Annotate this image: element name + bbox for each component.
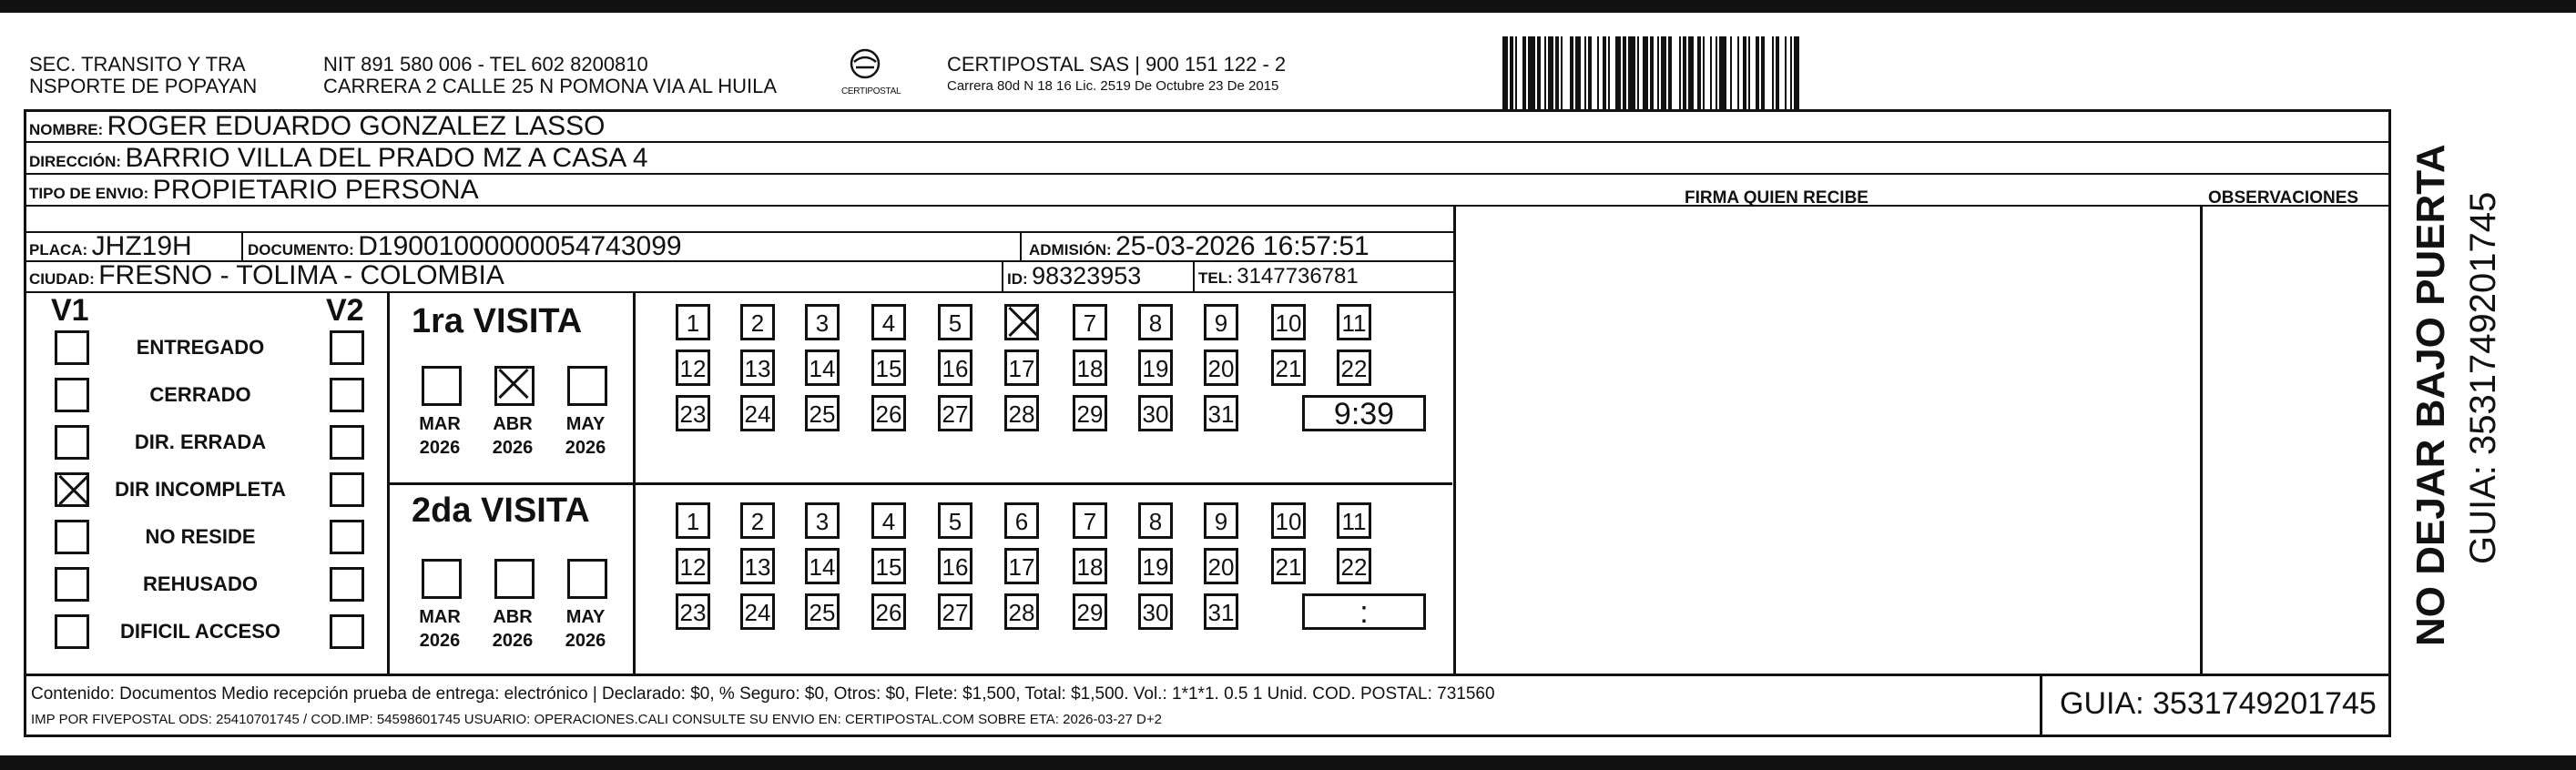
id-label: ID: <box>1007 270 1028 288</box>
day-cell[interactable]: 22 <box>1337 548 1371 584</box>
direccion-label: DIRECCIÓN: <box>29 153 122 170</box>
placa-field <box>29 231 192 262</box>
tel-field <box>1198 264 1359 289</box>
status-v1-checkbox[interactable] <box>55 472 89 507</box>
day-cell[interactable]: 28 <box>1004 395 1039 431</box>
id-value: 98323953 <box>1032 262 1142 289</box>
day-cell[interactable]: 13 <box>740 548 775 584</box>
observaciones-header: OBSERVACIONES <box>2208 188 2359 208</box>
placa-label: PLACA: <box>29 241 88 258</box>
month-year: 2026 <box>492 438 534 458</box>
day-cell[interactable]: 19 <box>1138 350 1173 386</box>
day-cell[interactable]: 10 <box>1271 304 1306 340</box>
day-cell[interactable]: 5 <box>938 304 972 340</box>
day-cell[interactable]: 24 <box>740 593 775 630</box>
contenido-text: Contenido: Documentos Medio recepción prueba de entrega: electrónico | Declarado: $0, % Seguro: $0, Otros: $0, Flete: $1,500, Total: $1,500. Vol.: 1*1*1. 0.5 1 Unid. COD. POSTAL: 731560 <box>31 684 1495 704</box>
certipostal-logo <box>820 46 911 102</box>
day-cell[interactable]: 20 <box>1204 548 1238 584</box>
status-v1-checkbox[interactable] <box>55 378 89 412</box>
tipo-label: TIPO DE ENVIO: <box>29 185 149 202</box>
day-cell[interactable]: 22 <box>1337 350 1371 386</box>
imp-text: IMP POR FIVEPOSTAL ODS: 25410701745 / COD.IMP: 54598601745 USUARIO: OPERACIONES.CALI CONSULTE SU ENVIO EN: CERTIPOSTAL.COM SOBRE ETA: 2026-03-27 D+2 <box>31 712 1162 727</box>
day-cell[interactable]: 25 <box>805 395 840 431</box>
admision-value: 25-03-2026 16:57:51 <box>1115 231 1369 261</box>
status-v2-checkbox[interactable] <box>330 520 364 554</box>
status-option-label: ENTREGADO <box>136 336 265 359</box>
status-v1-checkbox[interactable] <box>55 567 89 602</box>
documento-value: D19001000000054743099 <box>358 231 682 261</box>
day-cell[interactable]: 11 <box>1337 502 1371 539</box>
documento-field <box>248 231 682 262</box>
v2-header: V2 <box>326 293 364 328</box>
day-cell[interactable]: 31 <box>1204 593 1238 630</box>
nombre-label: NOMBRE: <box>29 121 104 138</box>
visit1-title: 1ra VISITA <box>412 302 583 340</box>
status-option-label: NO RESIDE <box>145 525 256 548</box>
day-cell[interactable]: 12 <box>676 548 710 584</box>
status-v2-checkbox[interactable] <box>330 472 364 507</box>
barcode <box>1502 36 2222 109</box>
day-cell[interactable]: 15 <box>871 350 906 386</box>
courier-name: CERTIPOSTAL SAS | 900 151 122 - 2 <box>947 53 1287 76</box>
day-cell[interactable]: 29 <box>1073 395 1107 431</box>
day-cell[interactable]: 30 <box>1138 593 1173 630</box>
issuer-line-2: NSPORTE DE POPAYAN <box>29 75 258 97</box>
footer-guia: GUIA: 3531749201745 <box>2060 686 2377 721</box>
courier-license: Carrera 80d N 18 16 Lic. 2519 De Octubre 23 De 2015 <box>947 78 1279 94</box>
documento-label: DOCUMENTO: <box>248 241 354 258</box>
address-line: CARRERA 2 CALLE 25 N POMONA VIA AL HUILA <box>323 75 778 97</box>
firma-header: FIRMA QUIEN RECIBE <box>1685 188 1868 208</box>
status-option-label: CERRADO <box>149 383 251 406</box>
visit2-title: 2da VISITA <box>412 491 590 530</box>
issuer-line-1: SEC. TRANSITO Y TRA <box>29 53 246 76</box>
month-label: MAY <box>565 414 606 434</box>
admision-field <box>1029 231 1369 262</box>
day-cell[interactable]: 19 <box>1138 548 1173 584</box>
day-cell[interactable]: 4 <box>871 502 906 539</box>
status-v1-checkbox[interactable] <box>55 614 89 649</box>
day-cell[interactable]: 9 <box>1204 502 1238 539</box>
day-cell[interactable]: 31 <box>1204 395 1238 431</box>
day-cell[interactable]: 18 <box>1073 548 1107 584</box>
month-checkbox[interactable] <box>567 559 607 599</box>
day-cell[interactable]: 30 <box>1138 395 1173 431</box>
day-cell[interactable]: 9 <box>1204 304 1238 340</box>
month-label: ABR <box>493 607 533 627</box>
day-cell[interactable]: 6 <box>1004 502 1039 539</box>
status-v2-checkbox[interactable] <box>330 378 364 412</box>
day-cell[interactable]: 12 <box>676 350 710 386</box>
time-box[interactable]: 9:39 <box>1302 395 1426 431</box>
ciudad-label: CIUDAD: <box>29 270 95 288</box>
day-cell[interactable]: 16 <box>938 350 972 386</box>
tel-value: 3147736781 <box>1237 264 1359 289</box>
month-year: 2026 <box>492 631 534 651</box>
placa-value: JHZ19H <box>91 231 192 261</box>
nit-line: NIT 891 580 006 - TEL 602 8200810 <box>323 53 648 76</box>
day-cell[interactable]: 1 <box>676 502 710 539</box>
tel-label: TEL: <box>1198 269 1233 287</box>
status-v2-checkbox[interactable] <box>330 425 364 460</box>
month-checkbox[interactable] <box>422 559 462 599</box>
day-cell[interactable]: 8 <box>1138 502 1173 539</box>
day-cell[interactable]: 3 <box>805 502 840 539</box>
day-cell[interactable]: 10 <box>1271 502 1306 539</box>
nombre-value: ROGER EDUARDO GONZALEZ LASSO <box>107 111 606 141</box>
day-cell[interactable]: 13 <box>740 350 775 386</box>
nombre-row <box>29 111 605 142</box>
v1-header: V1 <box>51 293 89 328</box>
day-cell[interactable]: 1 <box>676 304 710 340</box>
day-cell[interactable]: 14 <box>805 548 840 584</box>
day-cell[interactable]: 23 <box>676 395 710 431</box>
day-cell[interactable]: 21 <box>1271 350 1306 386</box>
time-box[interactable]: : <box>1302 593 1426 630</box>
status-v1-checkbox[interactable] <box>55 330 89 365</box>
month-label: ABR <box>493 414 533 434</box>
day-cell[interactable]: 24 <box>740 395 775 431</box>
status-option-label: DIFICIL ACCESO <box>119 620 280 643</box>
day-cell[interactable]: 8 <box>1138 304 1173 340</box>
month-checkbox[interactable] <box>494 366 535 406</box>
month-year: 2026 <box>419 631 461 651</box>
day-cell[interactable]: 23 <box>676 593 710 630</box>
day-cell[interactable]: 2 <box>740 502 775 539</box>
day-cell[interactable]: 26 <box>871 593 906 630</box>
day-cell[interactable]: 29 <box>1073 593 1107 630</box>
status-v1-checkbox[interactable] <box>55 520 89 554</box>
month-year: 2026 <box>565 438 606 458</box>
ciudad-value: FRESNO - TOLIMA - COLOMBIA <box>98 260 504 290</box>
day-cell[interactable]: 15 <box>871 548 906 584</box>
month-year: 2026 <box>419 438 461 458</box>
day-cell[interactable]: 20 <box>1204 350 1238 386</box>
day-cell[interactable]: 4 <box>871 304 906 340</box>
logo-text: CERTIPOSTAL <box>841 86 901 96</box>
status-v2-checkbox[interactable] <box>330 330 364 365</box>
day-cell[interactable]: 14 <box>805 350 840 386</box>
id-field <box>1007 262 1141 290</box>
top-border <box>0 0 2576 13</box>
side-guia: GUIA: 3531749201745 <box>2463 191 2503 564</box>
month-label: MAR <box>419 607 461 627</box>
day-cell[interactable]: 7 <box>1073 304 1107 340</box>
day-cell[interactable]: 27 <box>938 395 972 431</box>
month-checkbox[interactable] <box>422 366 462 406</box>
direccion-value: BARRIO VILLA DEL PRADO MZ A CASA 4 <box>125 143 648 173</box>
month-checkbox[interactable] <box>494 559 535 599</box>
status-option-label: DIR. ERRADA <box>134 431 267 453</box>
day-cell[interactable]: 25 <box>805 593 840 630</box>
day-cell[interactable]: 3 <box>805 304 840 340</box>
day-cell[interactable]: 5 <box>938 502 972 539</box>
status-option-label: DIR INCOMPLETA <box>115 478 286 501</box>
day-cell[interactable]: 17 <box>1004 350 1039 386</box>
month-checkbox[interactable] <box>567 366 607 406</box>
status-v2-checkbox[interactable] <box>330 614 364 649</box>
day-cell[interactable]: 11 <box>1337 304 1371 340</box>
status-v2-checkbox[interactable] <box>330 567 364 602</box>
bottom-border <box>0 755 2576 770</box>
day-cell[interactable]: 17 <box>1004 548 1039 584</box>
tipo-row <box>29 175 479 206</box>
tipo-value: PROPIETARIO PERSONA <box>152 175 479 205</box>
day-cell[interactable]: 28 <box>1004 593 1039 630</box>
month-label: MAR <box>419 414 461 434</box>
day-cell[interactable] <box>1004 304 1039 340</box>
day-cell[interactable]: 7 <box>1073 502 1107 539</box>
ciudad-field <box>29 260 504 291</box>
month-label: MAY <box>565 607 606 627</box>
day-cell[interactable]: 21 <box>1271 548 1306 584</box>
status-option-label: REHUSADO <box>143 572 258 595</box>
day-cell[interactable]: 2 <box>740 304 775 340</box>
day-cell[interactable]: 27 <box>938 593 972 630</box>
side-warning: NO DEJAR BAJO PUERTA <box>2408 144 2453 646</box>
day-cell[interactable]: 26 <box>871 395 906 431</box>
day-cell[interactable]: 16 <box>938 548 972 584</box>
status-v1-checkbox[interactable] <box>55 425 89 460</box>
month-year: 2026 <box>565 631 606 651</box>
direccion-row <box>29 143 648 174</box>
admision-label: ADMISIÓN: <box>1029 241 1112 258</box>
day-cell[interactable]: 18 <box>1073 350 1107 386</box>
